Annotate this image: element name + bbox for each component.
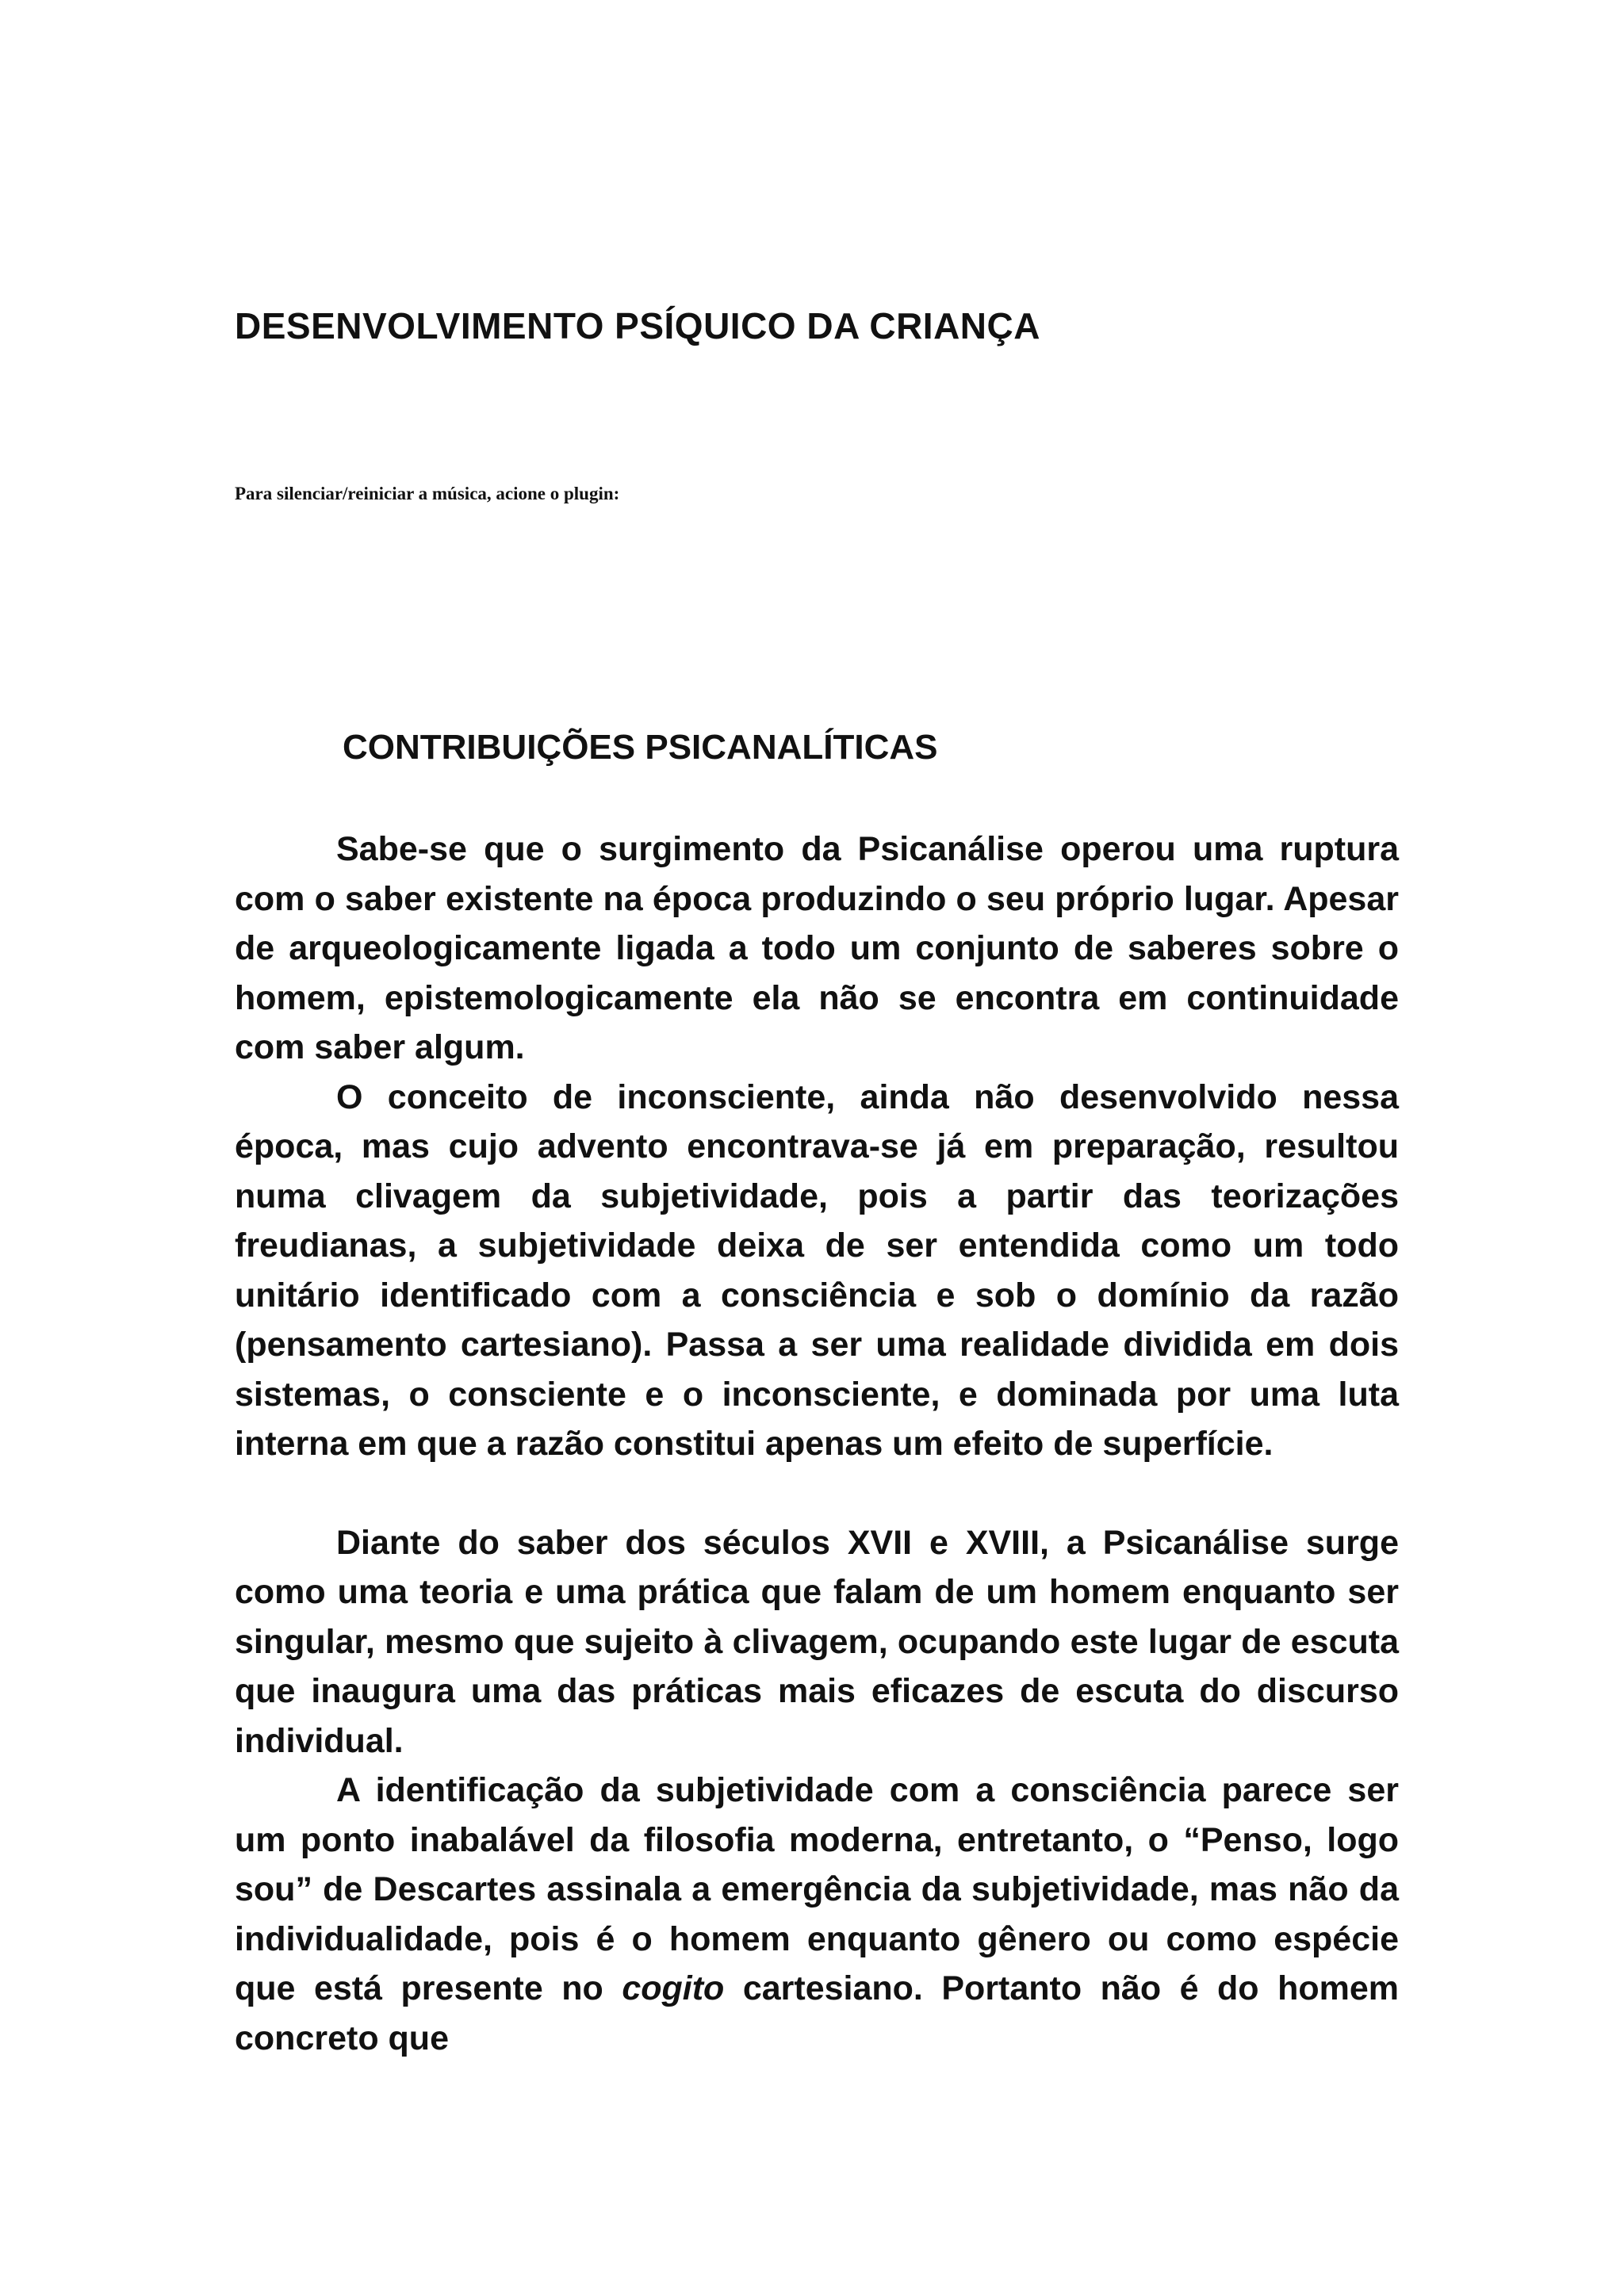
paragraph-text: A identificação da subjetividade com a consciência parece ser um ponto inabalável da filosofia moderna, entretanto, o “Penso, logo sou” de Descartes assinala a emergência da subjetividade, mas não da individualidade, pois é o homem enquanto gênero ou como espécie que está presente no: [235, 1771, 1399, 2007]
paragraph: Diante do saber dos séculos XVII e XVIII, a Psicanálise surge como uma teoria e uma prática que falam de um homem enquanto ser singular, mesmo que sujeito à clivagem, ocupando este lugar de escuta que inaugura uma das práticas mais eficazes de escuta do discurso individual.: [235, 1523, 1399, 1760]
paragraph: Sabe-se que o surgimento da Psicanálise operou uma ruptura com o saber existente na época produzindo o seu próprio lugar. Apesar de arqueologicamente ligada a todo um conjunto de saberes sobre o homem, epistemologicamente ela não se encontra em continuidade com saber algum.: [235, 830, 1399, 1066]
section-heading: CONTRIBUIÇÕES PSICANALÍTICAS: [343, 728, 938, 767]
paragraph-text: cartesiano. Portanto não é do homem concreto que: [235, 1969, 1399, 2057]
body-text: [235, 825, 1399, 2063]
italic-term: cogito: [622, 1969, 725, 2007]
paragraph: [235, 1766, 1399, 2063]
paragraph: O conceito de inconsciente, ainda não desenvolvido nessa época, mas cujo advento encontrava-se já em preparação, resultou numa clivagem da subjetividade, pois a partir das teorizações freudianas, a subjetividade deixa de ser entendida como um todo unitário identificado com a consciência e sob o domínio da razão (pensamento cartesiano). Passa a ser uma realidade dividida em dois sistemas, o consciente e o inconsciente, e dominada por uma luta interna em que a razão constitui apenas um efeito de superfície.: [235, 1077, 1399, 1463]
document-title: DESENVOLVIMENTO PSÍQUICO DA CRIANÇA: [235, 305, 1040, 346]
music-plugin-note: Para silenciar/reiniciar a música, acione o plugin:: [235, 484, 620, 503]
